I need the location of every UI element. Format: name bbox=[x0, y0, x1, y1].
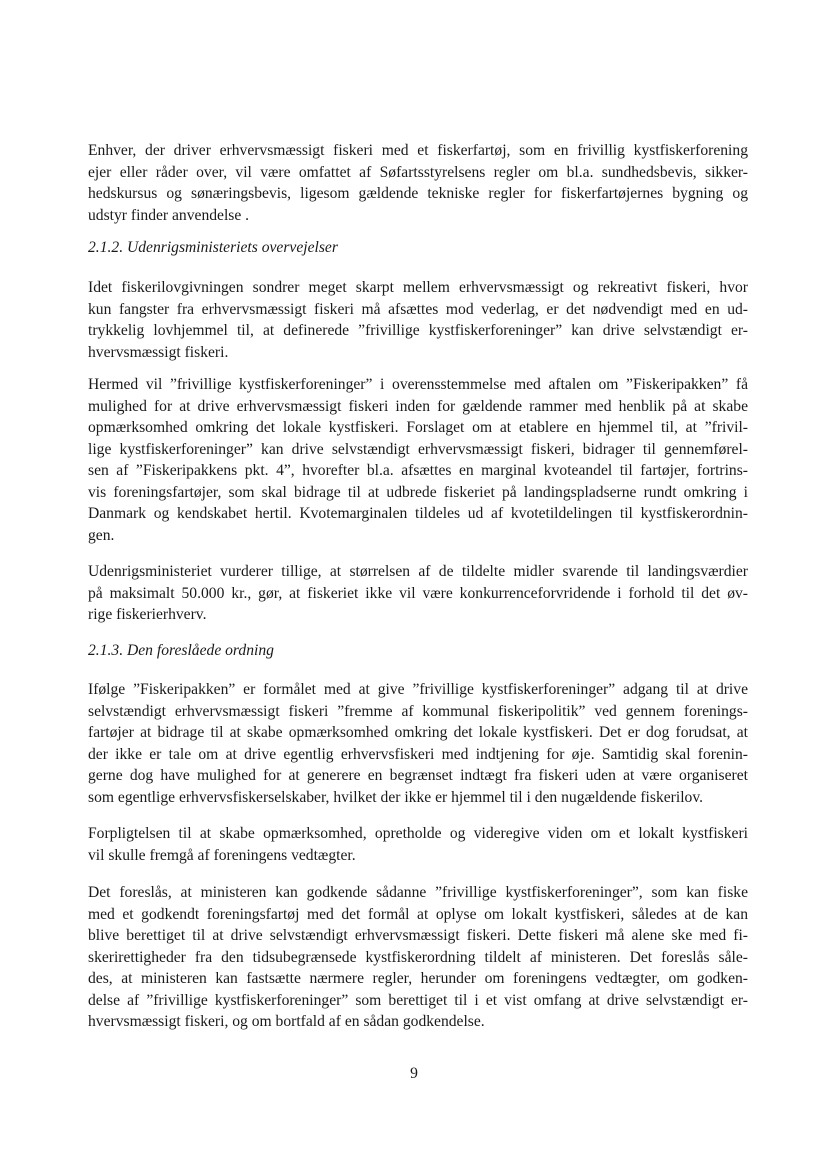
text-line: des, at ministeren kan fastsætte nærmere regler, herunder om foreningens vedtægter, om godken- bbox=[88, 970, 748, 987]
paragraph-intro bbox=[88, 140, 748, 226]
paragraph-forpligtelse bbox=[88, 823, 748, 866]
paragraph-formaal bbox=[88, 679, 748, 808]
text-line: rige fiskerierhverv. bbox=[88, 606, 207, 623]
text-line: med et godkendt foreningsfartøj med det formål at oplyse om lokalt kystfiskeri, således at de kan bbox=[88, 905, 748, 923]
text-line: hvervsmæssigt fiskeri, og om bortfald af en sådan godkendelse. bbox=[88, 1013, 485, 1030]
paragraph-fiskeripakken bbox=[88, 374, 748, 546]
paragraph-forslag bbox=[88, 882, 748, 1033]
paragraph-lovhjemmel bbox=[88, 277, 748, 363]
text-line: Udenrigsministeriet vurderer tillige, at størrelsen af de tildelte midler svarende til landingsværdier bbox=[88, 563, 748, 580]
text-line: trykkelig lovhjemmel til, at definerede ”frivillige kystfiskerforeninger” kan drive selvstændigt er- bbox=[88, 322, 748, 339]
text-line: der ikke er tale om at drive egentlig erhvervsfiskeri med indtjening for øje. Samtidig skal forenin- bbox=[88, 745, 748, 763]
text-line: Hermed vil ”frivillige kystfiskerforeninger” i overensstemmelse med aftalen om ”Fiskeripakken” få bbox=[88, 376, 748, 393]
text-line: udstyr finder anvendelse . bbox=[88, 206, 250, 224]
text-line: gen. bbox=[88, 526, 115, 544]
text-line: lige kystfiskerforeninger” kan drive selvstændigt erhvervsmæssigt fiskeri, bidrager til gennemførel- bbox=[88, 440, 748, 458]
paragraph-midler bbox=[88, 561, 748, 626]
text-line: gerne dog have mulighed for at generere en begrænset indtægt fra fiskeri uden at være organiseret bbox=[88, 767, 748, 784]
text-line: Enhver, der driver erhvervsmæssigt fiskeri med et fiskerfartøj, som en frivillig kystfiskerforening bbox=[88, 142, 748, 159]
text-line: mulighed for at drive erhvervsmæssigt fiskeri inden for gældende rammer med henblik på at skabe bbox=[88, 397, 748, 415]
text-line: fartøjer at bidrage til at skabe opmærksomhed omkring det lokale kystfiskeri. Det er dog forudsat, at bbox=[88, 724, 748, 741]
text-line: Ifølge ”Fiskeripakken” er formålet med at give ”frivillige kystfiskerforeninger” adgang til at drive bbox=[88, 681, 748, 698]
text-line: Danmark og kendskabet hertil. Kvotemarginalen tildeles ud af kvotetildelingen til kystfiskerordnin- bbox=[88, 505, 748, 522]
text-line: Forpligtelsen til at skabe opmærksomhed, opretholde og videregive viden om et lokalt kystfiskeri bbox=[88, 825, 748, 842]
text-line: vil skulle fremgå af foreningens vedtægter. bbox=[88, 846, 356, 864]
section-heading-text: 2.1.2. Udenrigsministeriets overvejelser bbox=[88, 239, 338, 256]
text-line: sen af ”Fiskeripakkens pkt. 4”, hvorefter bl.a. afsættes en marginal kvoteandel til fartøjer, fortrins- bbox=[88, 462, 748, 479]
text-line: Det foreslås, at ministeren kan godkende sådanne ”frivillige kystfiskerforeninger”, som kan fiske bbox=[88, 884, 748, 901]
text-line: hedskursus og sønæringsbevis, ligesom gældende tekniske regler for fiskerfartøjernes bygning og bbox=[88, 185, 748, 202]
text-line: hvervsmæssigt fiskeri. bbox=[88, 343, 229, 361]
text-line: delse af ”frivillige kystfiskerforeninger” som berettiget til i et vist omfang at drive selvstændigt er- bbox=[88, 991, 748, 1009]
text-line: opmærksomhed omkring det lokale kystfiskeri. Forslaget om at etablere en hjemmel til, at ”frivil- bbox=[88, 419, 748, 436]
text-line: kun fangster fra erhvervsmæssigt fiskeri må afsættes mod vederlag, er det nødvendigt med en ud- bbox=[88, 300, 748, 318]
text-line: på maksimalt 50.000 kr., gør, at fiskeriet ikke vil være konkurrenceforvridende i forhold til det øv- bbox=[88, 584, 748, 602]
text-line: selvstændigt erhvervsmæssigt fiskeri ”fremme af kommunal fiskeripolitik” ved gennem forenings- bbox=[88, 702, 748, 720]
page-number: 9 bbox=[410, 1065, 418, 1082]
text-line: vis foreningsfartøjer, som skal bidrage til at udbrede fiskeriet på landingspladserne rundt omkring i bbox=[88, 483, 748, 501]
text-line: som egentlige erhvervsfiskerselskaber, hvilket der ikke er hjemmel til i den nugældende fiskerilov. bbox=[88, 788, 704, 806]
text-line: skerirettigheder fra den tidsubegrænsede kystfiskerordning tildelt af ministeren. Det foreslås såle- bbox=[88, 948, 748, 966]
text-line: Idet fiskerilovgivningen sondrer meget skarpt mellem erhvervsmæssigt og rekreativt fiskeri, hvor bbox=[88, 279, 748, 296]
section-heading-text: 2.1.3. Den foreslåede ordning bbox=[88, 642, 274, 659]
section-heading-2-1-2 bbox=[88, 237, 748, 259]
text-line: ejer eller råder over, vil være omfattet af Søfartsstyrelsens regler om bl.a. sundhedsbevis, sikker- bbox=[88, 163, 748, 181]
text-line: blive berettiget til at drive selvstændigt erhvervsmæssigt fiskeri. Dette fiskeri må alene ske med fi- bbox=[88, 927, 748, 944]
section-heading-2-1-3 bbox=[88, 640, 748, 662]
